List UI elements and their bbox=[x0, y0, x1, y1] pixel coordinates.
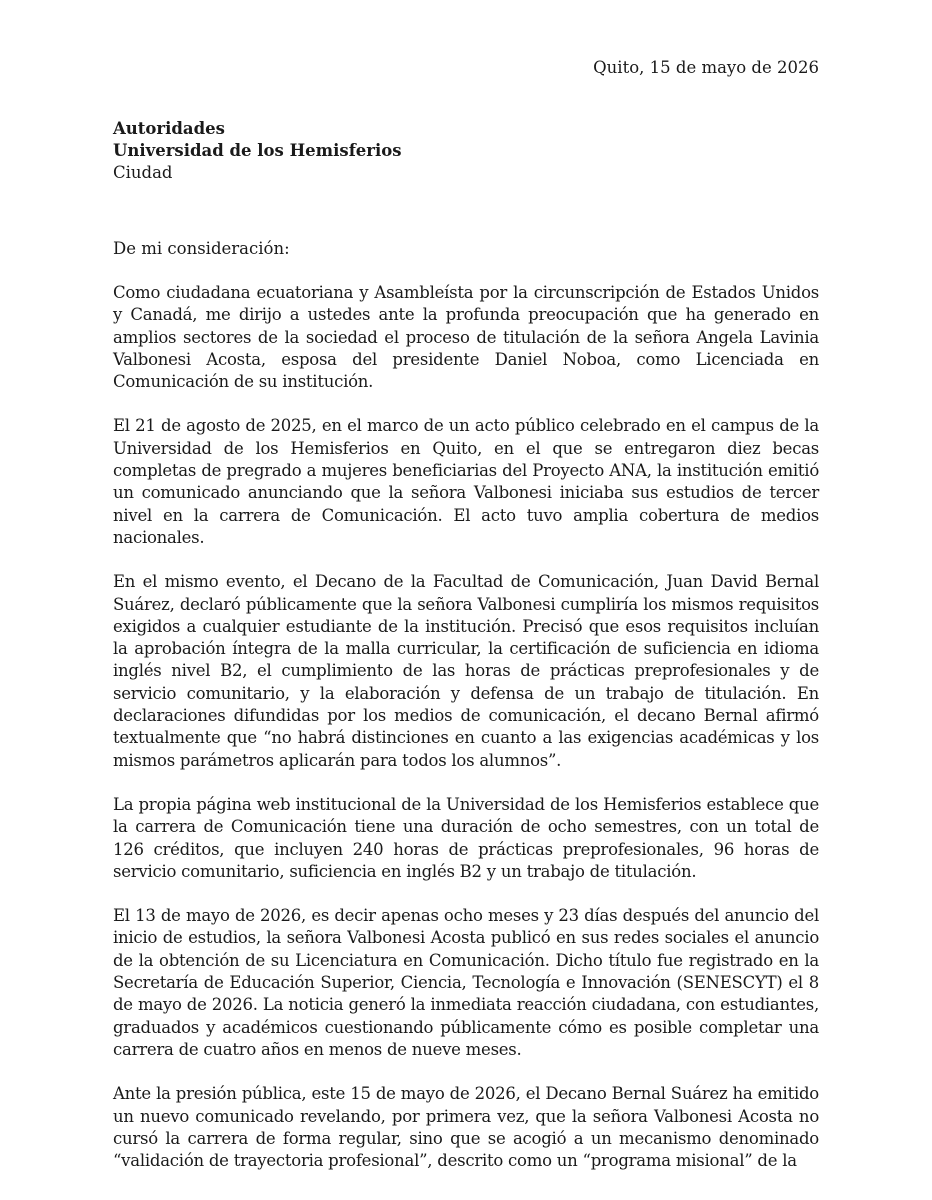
salutation: De mi consideración: bbox=[113, 239, 290, 258]
recipient-block bbox=[113, 118, 819, 184]
paragraph-intro: Como ciudadana ecuatoriana y Asambleísta por la circunscripción de Estados Unidos y Canadá, me dirijo a ustedes ante la profunda preocupación que ha generado en amplios sectores de la sociedad el proceso de titulación de la señora Angela Lavinia Valbonesi Acosta, esposa del presidente Daniel Noboa, como Licenciada en Comunicación de su institución. bbox=[113, 283, 819, 392]
letter-date: Quito, 15 de mayo de 2026 bbox=[593, 58, 819, 77]
recipient-institution: Universidad de los Hemisferios bbox=[113, 141, 402, 160]
paragraph-announcement: El 21 de agosto de 2025, en el marco de un acto público celebrado en el campus de la Universidad de los Hemisferios en Quito, en el que se entregaron diez becas completas de pregrado a mujeres beneficiarias del Proyecto ANA, la institución emitió un comunicado anunciando que la señora Valbonesi iniciaba sus estudios de tercer nivel en la carrera de Comunicación. El acto tuvo amplia cobertura de medios nacionales. bbox=[113, 416, 819, 547]
paragraph-degree-announcement: El 13 de mayo de 2026, es decir apenas ocho meses y 23 días después del anuncio del inicio de estudios, la señora Valbonesi Acosta publicó en sus redes sociales el anuncio de la obtención de su Licenciatura en Comunicación. Dicho título fue registrado en la Secretaría de Educación Superior, Ciencia, Tecnología e Innovación (SENESCYT) el 8 de mayo de 2026. La noticia generó la inmediata reacción ciudadana, con estudiantes, graduados y académicos cuestionando públicamente cómo es posible completar una carrera de cuatro años en menos de nueve meses. bbox=[113, 906, 819, 1059]
paragraph-program-requirements: La propia página web institucional de la Universidad de los Hemisferios establece que la carrera de Comunicación tiene una duración de ocho semestres, con un total de 126 créditos, que incluyen 240 horas de prácticas preprofesionales, 96 horas de servicio comunitario, suficiencia en inglés B2 y un trabajo de titulación. bbox=[113, 794, 819, 881]
recipient-title: Autoridades bbox=[113, 119, 225, 138]
recipient-city: Ciudad bbox=[113, 163, 173, 182]
letter-page bbox=[113, 56, 819, 1172]
paragraph-validation-mechanism: Ante la presión pública, este 15 de mayo de 2026, el Decano Bernal Suárez ha emitido un nuevo comunicado revelando, por primera vez, que la señora Valbonesi Acosta no cursó la carrera de forma regular, sino que se acogió a un mecanismo denominado “validación de trayectoria profesional”, descrito como un “programa misional” de la bbox=[113, 1084, 819, 1171]
paragraph-dean-statement: En el mismo evento, el Decano de la Facultad de Comunicación, Juan David Bernal Suárez, declaró públicamente que la señora Valbonesi cumpliría los mismos requisitos exigidos a cualquier estudiante de la institución. Precisó que esos requisitos incluían la aprobación íntegra de la malla curricular, la certificación de suficiencia en idioma inglés nivel B2, el cumplimiento de las horas de prácticas preprofesionales y de servicio comunitario, y la elaboración y defensa de un trabajo de titulación. En declaraciones difundidas por los medios de comunicación, el decano Bernal afirmó textualmente que “no habrá distinciones en cuanto a las exigencias académicas y los mismos parámetros aplicarán para todos los alumnos”. bbox=[113, 572, 819, 770]
